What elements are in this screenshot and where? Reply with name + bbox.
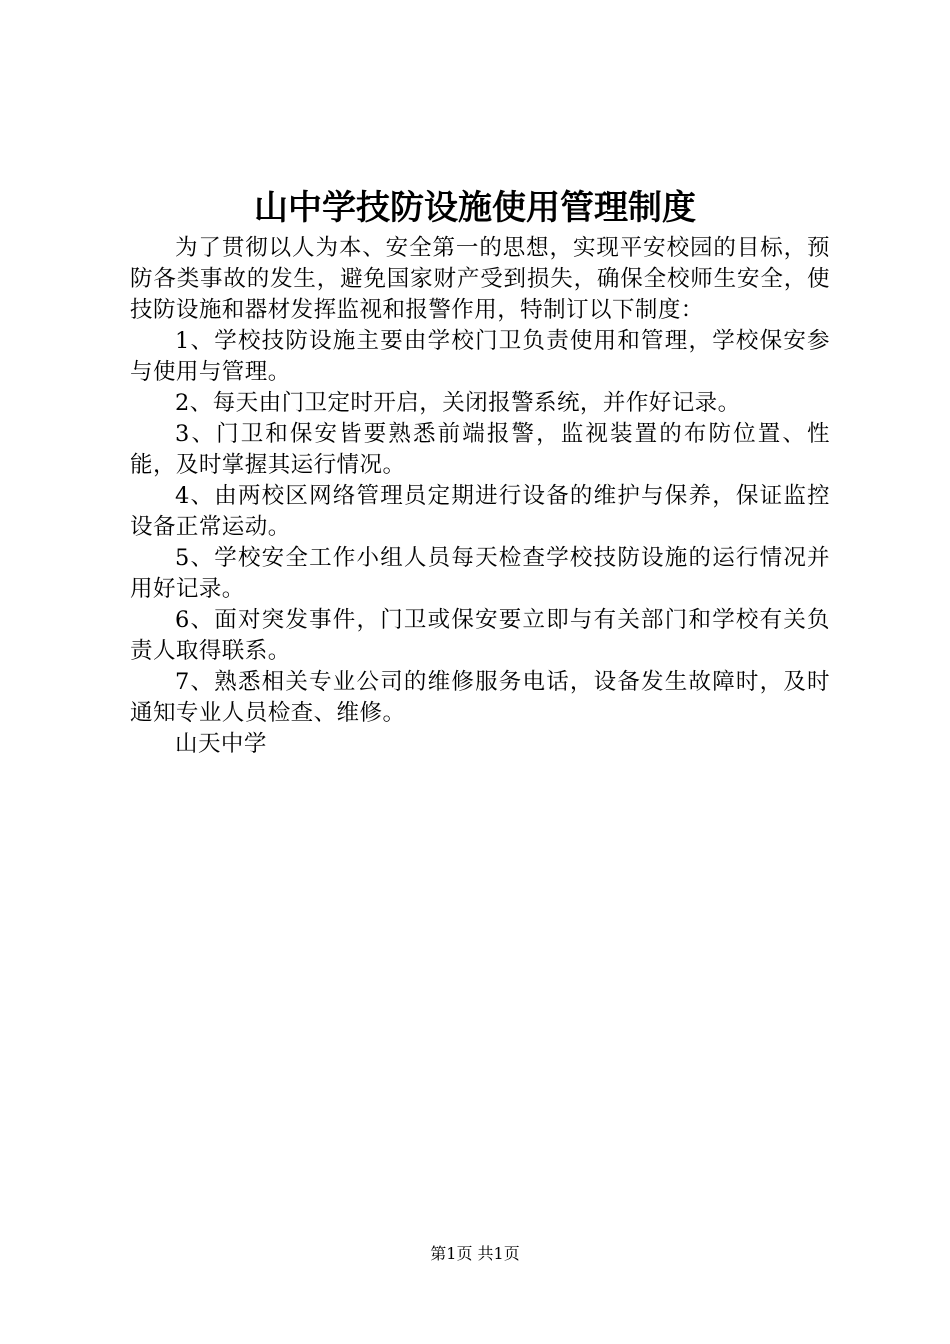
rule-item-4: 4、由两校区网络管理员定期进行设备的维护与保养，保证监控设备正常运动。 (130, 483, 830, 540)
signature: 山天中学 (175, 731, 267, 757)
rule-item-7: 7、熟悉相关专业公司的维修服务电话，设备发生故障时，及时通知专业人员检查、维修。 (130, 669, 830, 726)
document-body (130, 233, 830, 760)
rule-item-1: 1、学校技防设施主要由学校门卫负责使用和管理，学校保安参与使用与管理。 (130, 328, 830, 385)
rule-item-3: 3、门卫和保安皆要熟悉前端报警，监视装置的布防位置、性能，及时掌握其运行情况。 (130, 421, 830, 478)
rule-item-5: 5、学校安全工作小组人员每天检查学校技防设施的运行情况并用好记录。 (130, 545, 830, 602)
intro-paragraph: 为了贯彻以人为本、安全第一的思想，实现平安校园的目标，预防各类事故的发生，避免国家财产受到损失，确保全校师生安全，使技防设施和器材发挥监视和报警作用，特制订以下制度： (130, 235, 830, 323)
document-title: 山中学技防设施使用管理制度 (254, 188, 696, 228)
page-footer: 第1页 共1页 (430, 1244, 520, 1263)
rule-item-6: 6、面对突发事件，门卫或保安要立即与有关部门和学校有关负责人取得联系。 (130, 607, 830, 664)
rule-item-2: 2、每天由门卫定时开启，关闭报警系统，并作好记录。 (175, 390, 741, 416)
